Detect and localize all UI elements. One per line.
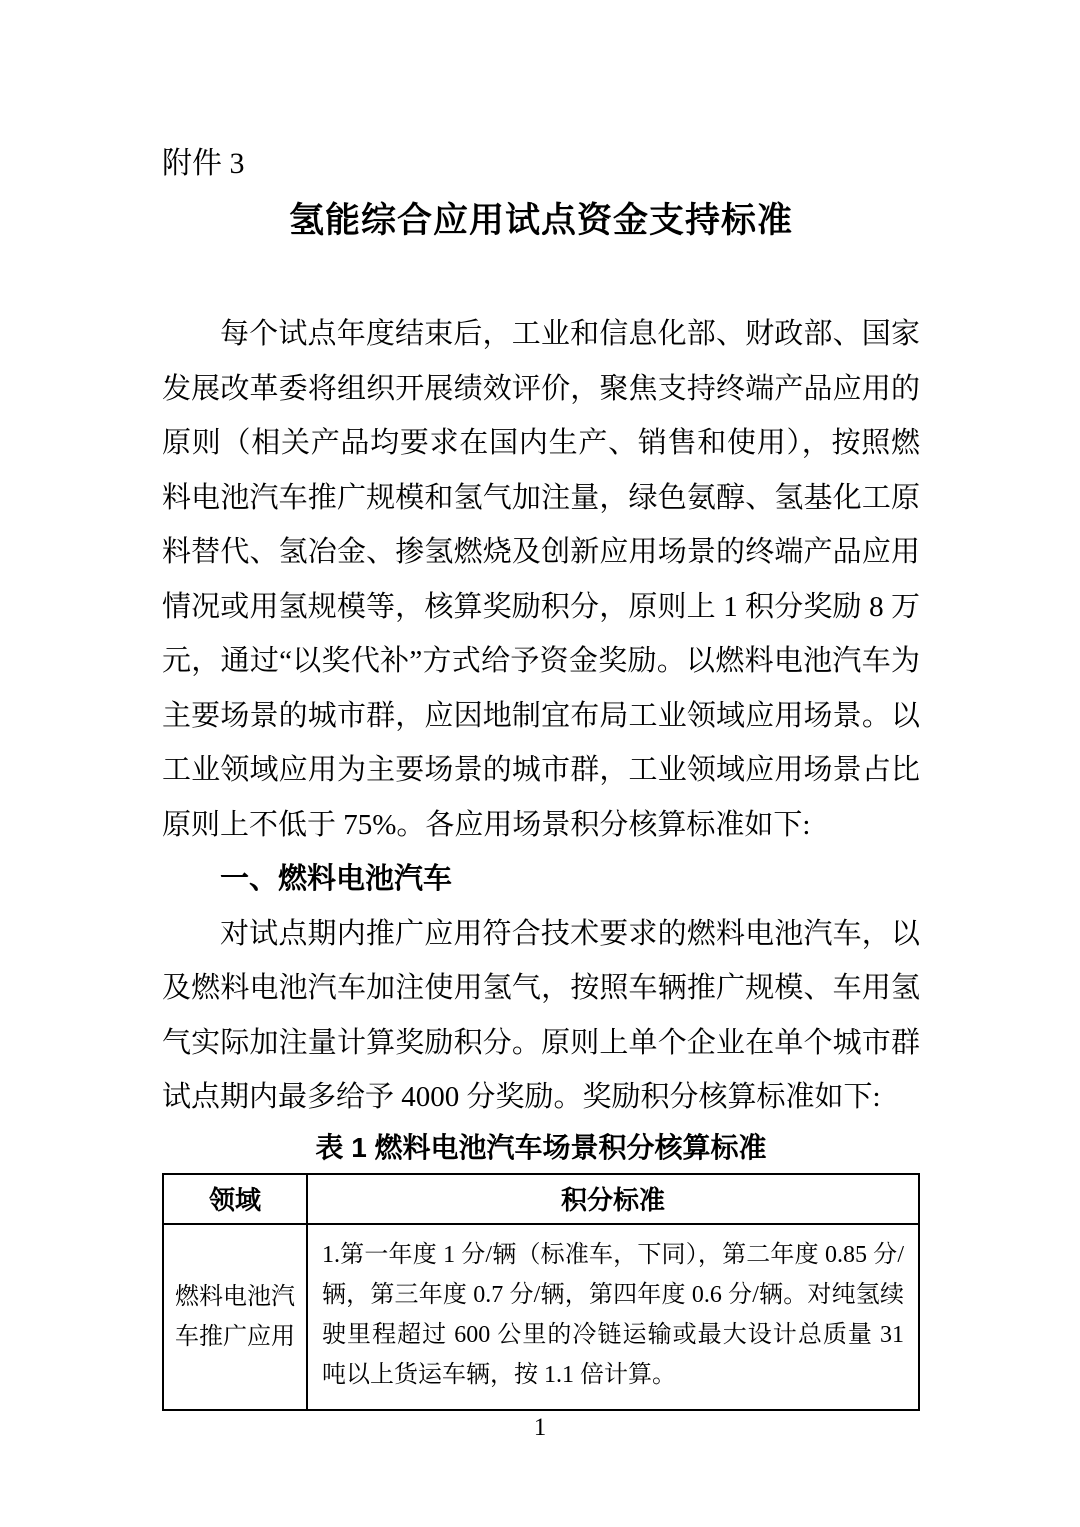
document-title: 氢能综合应用试点资金支持标准 xyxy=(288,201,793,240)
attachment-label: 附件 3 xyxy=(162,147,245,180)
document-content xyxy=(162,143,920,1411)
table-cell-domain: 燃料电池汽车推广应用 xyxy=(163,1224,307,1410)
table-row xyxy=(163,1224,919,1410)
paragraph-fuel-cell-detail: 对试点期内推广应用符合技术要求的燃料电池汽车，以及燃料电池汽车加注使用氢气，按照车辆推广规模、车用氢气实际加注量计算奖励积分。原则上单个企业在单个城市群试点期内最多给予 4000 分奖励。奖励积分核算标准如下: xyxy=(162,917,920,1113)
table-caption: 表 1 燃料电池汽车场景积分核算标准 xyxy=(315,1131,767,1163)
table-cell-standard: 1.第一年度 1 分/辆（标准车，下同），第二年度 0.85 分/辆，第三年度 0.7 分/辆，第四年度 0.6 分/辆。对纯氢续驶里程超过 600 公里的冷链运输或最大设计总质量 31 吨以上货运车辆，按 1.1 倍计算。 xyxy=(307,1224,919,1410)
table-header-domain: 领域 xyxy=(163,1174,307,1224)
score-standard-table xyxy=(162,1173,920,1411)
table-header-row xyxy=(163,1174,919,1224)
table-header-standard: 积分标准 xyxy=(307,1174,919,1224)
section-heading-fuel-cell-vehicles: 一、燃料电池汽车 xyxy=(220,863,453,895)
paragraph-intro: 每个试点年度结束后，工业和信息化部、财政部、国家发展改革委将组织开展绩效评价，聚焦支持终端产品应用的原则（相关产品均要求在国内生产、销售和使用），按照燃料电池汽车推广规模和氢气加注量，绿色氨醇、氢基化工原料替代、氢冶金、掺氢燃烧及创新应用场景的终端产品应用情况或用氢规模等，核算奖励积分，原则上 1 积分奖励 8 万元，通过“以奖代补”方式给予资金奖励。以燃料电池汽车为主要场景的城市群，应因地制宜布局工业领域应用场景。以工业领域应用为主要场景的城市群，工业领域应用场景占比原则上不低于 75%。各应用场景积分核算标准如下: xyxy=(162,318,920,841)
page-number: 1 xyxy=(533,1414,547,1441)
